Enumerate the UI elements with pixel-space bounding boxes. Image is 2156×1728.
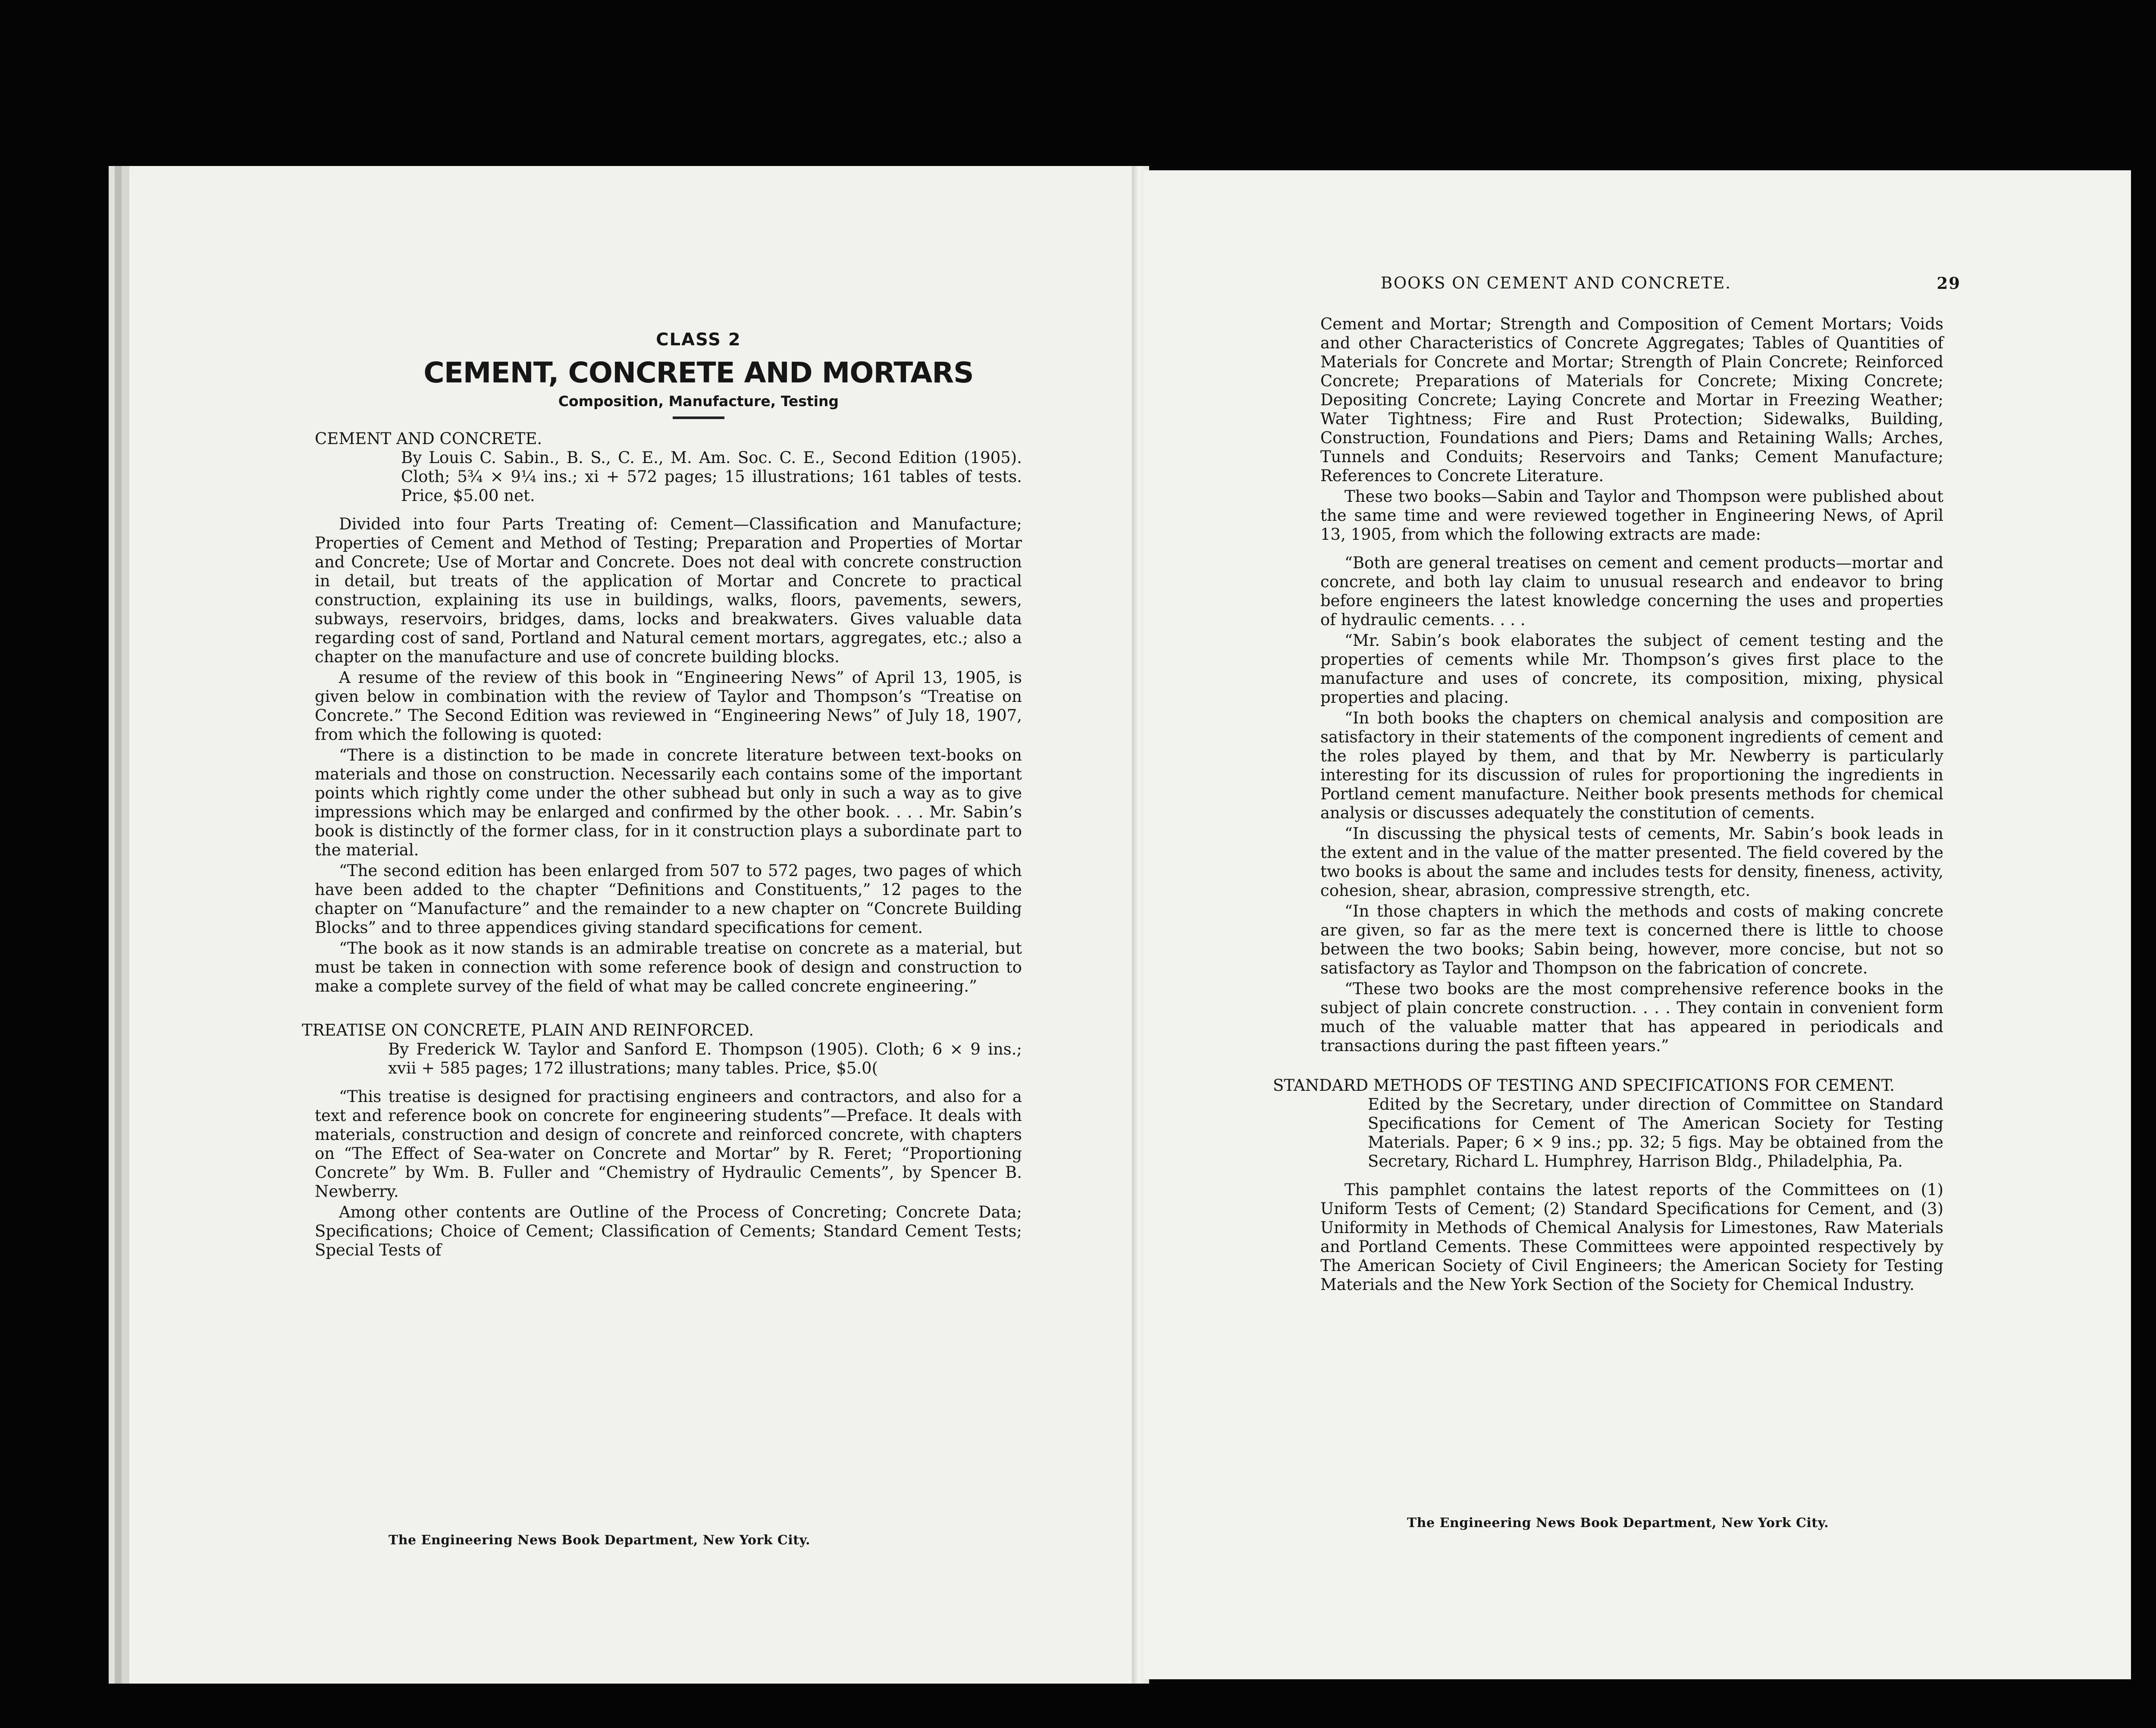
running-head-title: BOOKS ON CEMENT AND CONCRETE. [1381, 274, 1731, 292]
paragraph: “The second edition has been enlarged from 507 to 572 pages, two pages of which have been added to the chapter “Definitions and Constituents,” 12 pages to the chapter on “Manufacture” and the remainder to a new chapter on “Concrete Building Blocks” and to three appendices giving standard specifications for cement. [315, 861, 1022, 937]
paragraph: Divided into four Parts Treating of: Cement—Classification and Manufacture; Properties of Cement and Method of Testing; Preparation and Properties of Mortar and Concrete; Use of Mortar and Concrete. Does not deal with concrete construction in detail, but treats of the application of Mortar and Concrete to practical construction, explaining its use in buildings, walks, floors, pavements, sewers, subways, reservoirs, bridges, dams, locks and breakwaters. Gives valuable data regarding cost of sand, Portland and Natural cement mortars, aggregates, etc.; also a chapter on the manufacture and use of concrete building blocks. [315, 515, 1022, 666]
book-title: STANDARD METHODS OF TESTING AND SPECIFICATIONS FOR CEMENT. [1273, 1076, 1895, 1095]
class-title: CEMENT, CONCRETE AND MORTARS [423, 356, 974, 389]
right-page [1144, 170, 2131, 1679]
paragraph: “The book as it now stands is an admirable treatise on concrete as a material, but must be taken in connection with some reference book of design and construction to make a complete survey of the field of what may be called concrete engineering.” [315, 939, 1022, 995]
paragraph: “This treatise is designed for practising engineers and contractors, and also for a text and reference book on concrete for engineering students”—Preface. It deals with materials, construction and design of concrete and reinforced concrete, with chapters on “The Effect of Sea-water on Concrete and Mortar” by R. Feret; “Proportioning Concrete” by Wm. B. Fuller and “Chemistry of Hydraulic Cements”, by Spencer B. Newberry. [315, 1087, 1022, 1201]
class-label: CLASS 2 [656, 330, 741, 350]
book-details: By Louis C. Sabin., B. S., C. E., M. Am. Soc. C. E., Second Edition (1905). Cloth; 5¾ × 9¼ ins.; xi + 572 pages; 15 illustrations; 161 tables of tests. Price, $5.00 net. [401, 448, 1022, 505]
right-column [1273, 315, 1943, 1294]
class-heading [375, 330, 1022, 419]
paragraph: “There is a distinction to be made in concrete literature between text-books on materials and those on construction. Necessarily each contains some of the important points which rightly come under the other subhead but only in such a way as to give impressions which may be enlarged and confirmed by the other book. . . . Mr. Sabin’s book is distinctly of the former class, for in it construction plays a subordinate part to the material. [315, 746, 1022, 859]
paragraph: “In those chapters in which the methods and costs of making concrete are given, so far as the mere text is concerned there is little to choose between the two books; Sabin being, however, more concise, but not so satisfactory as Taylor and Thompson on the fabrication of concrete. [1320, 902, 1943, 977]
book-entry-heading [1273, 1076, 1943, 1171]
book-title: TREATISE ON CONCRETE, PLAIN AND REINFORCED. [302, 1021, 754, 1039]
paragraph: These two books—Sabin and Taylor and Thompson were published about the same time and were reviewed together in Engineering News, of April 13, 1905, from which the following extracts are made: [1320, 487, 1943, 544]
continued-paragraph: Cement and Mortar; Strength and Composition of Cement Mortars; Voids and other Characteristics of Concrete Aggregates; Tables of Quantities of Materials for Concrete and Mortar; Strength of Plain Concrete; Reinforced Concrete; Preparations of Materials for Concrete; Mixing Concrete; Depositing Concrete; Laying Concrete and Mortar in Freezing Weather; Water Tightness; Fire and Rust Protection; Sidewalks, Building, Construction, Foundations and Piers; Dams and Retaining Walls; Arches, Tunnels and Conduits; Reservoirs and Tanks; Cement Manufacture; References to Concrete Literature. [1320, 315, 1943, 485]
book-title: CEMENT AND CONCRETE. [315, 429, 542, 448]
paragraph: “In discussing the physical tests of cements, Mr. Sabin’s book leads in the extent and in the value of the matter presented. The field covered by the two books is about the same and includes tests for density, fineness, activity, cohesion, shear, abrasion, compressive strength, etc. [1320, 824, 1943, 900]
paragraph: “Mr. Sabin’s book elaborates the subject of cement testing and the properties of cements while Mr. Thompson’s gives first place to the manufacture and uses of concrete, its composition, mixing, physical properties and placing. [1320, 631, 1943, 707]
left-page [129, 166, 1138, 1684]
left-column [302, 330, 1022, 1260]
class-subtitle: Composition, Manufacture, Testing [558, 393, 839, 410]
paragraph: Among other contents are Outline of the Process of Concreting; Concrete Data; Specifications; Choice of Cement; Classification of Cements; Standard Cement Tests; Special Tests of [315, 1203, 1022, 1259]
page-footer: The Engineering News Book Department, New York City. [1407, 1515, 1829, 1531]
book-details: Edited by the Secretary, under direction of Committee on Standard Specifications for Cement of The American Society for Testing Materials. Paper; 6 × 9 ins.; pp. 32; 5 figs. May be obtained from the Secretary, Richard L. Humphrey, Harrison Bldg., Philadelphia, Pa. [1368, 1095, 1943, 1171]
book-entry-heading [302, 1021, 1022, 1078]
page-stack-edge [114, 170, 132, 1679]
heading-rule [673, 416, 724, 419]
paragraph: A resume of the review of this book in “Engineering News” of April 13, 1905, is given below in combination with the review of Taylor and Thompson’s “Treatise on Concrete.” The Second Edition was reviewed in “Engineering News” of July 18, 1907, from which the following is quoted: [315, 668, 1022, 744]
page-footer: The Engineering News Book Department, New York City. [388, 1533, 811, 1548]
paragraph: “These two books are the most comprehensive reference books in the subject of plain concrete construction. . . . They contain in convenient form much of the valuable matter that has appeared in periodicals and transactions during the past fifteen years.” [1320, 980, 1943, 1055]
running-head [1381, 274, 1961, 292]
paragraph: “Both are general treatises on cement and cement products—mortar and concrete, and both lay claim to unusual research and endeavor to bring before engineers the latest knowledge concerning the uses and properties of hydraulic cements. . . . [1320, 554, 1943, 629]
book-entry-heading [315, 429, 1022, 505]
paragraph: This pamphlet contains the latest reports of the Committees on (1) Uniform Tests of Cement; (2) Standard Specifications for Cement, and (3) Uniformity in Methods of Chemical Analysis for Limestones, Raw Materials and Portland Cements. These Committees were appointed respectively by The American Society of Civil Engineers; the American Society for Testing Materials and the New York Section of the Society for Chemical Industry. [1320, 1180, 1943, 1294]
page-number: 29 [1937, 274, 1961, 293]
book-details: By Frederick W. Taylor and Sanford E. Thompson (1905). Cloth; 6 × 9 ins.; xvii + 585 pages; 172 illustrations; many tables. Price, $5.0( [388, 1040, 1022, 1077]
paragraph: “In both books the chapters on chemical analysis and composition are satisfactory in their statements of the component ingredients of cement and the roles played by them, and that by Mr. Newberry is particularly interesting for its discussion of rules for proportioning the ingredients in Portland cement manufacture. Neither book presents methods for chemical analysis or discusses adequately the constitution of cements. [1320, 709, 1943, 822]
